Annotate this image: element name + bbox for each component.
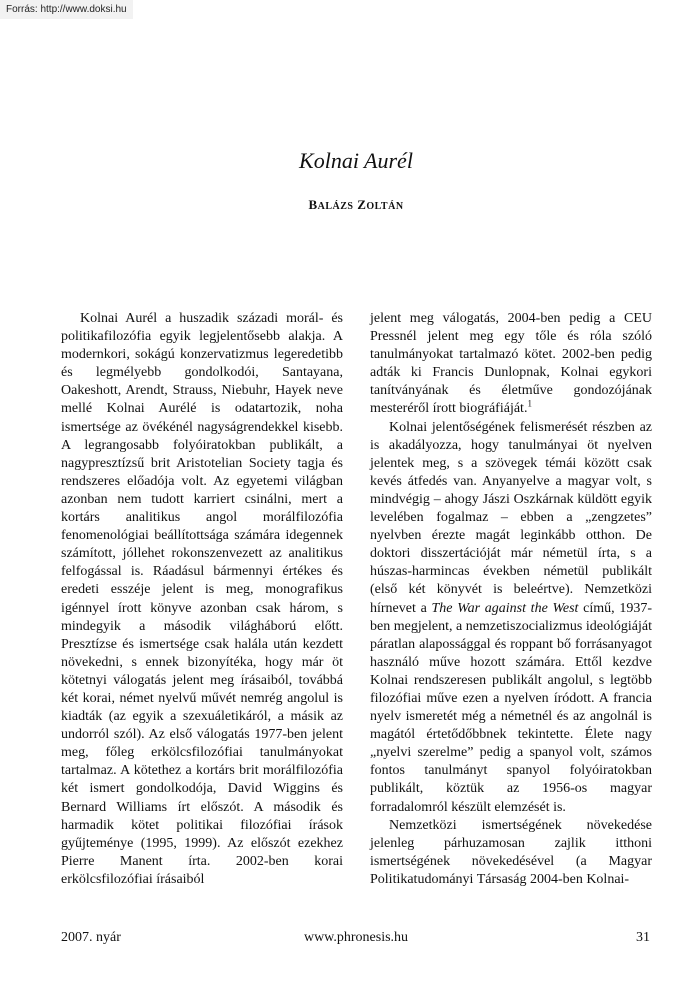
right-column [370,310,652,889]
paragraph [370,419,652,817]
left-column [61,310,343,889]
author-first-rest: ALÁZS [317,201,354,212]
paragraph [370,310,652,419]
footer-page-number: 31 [636,930,650,945]
book-title: The War against the West [431,600,579,616]
footer-website[interactable]: www.phronesis.hu [303,930,409,945]
paragraph: Nemzetközi ismertségének növekedése jelenleg párhuzamosan zajlik itthoni ismertségének növekedésével (a Magyar Politikatudományi Társaság 2004-ben Kolnai- [370,817,652,887]
author-last-rest: OLTÁN [366,201,404,212]
paragraph-text: című, 1937-ben megjelent, a nemzetiszocializmus ideológiáját páratlan alapossággal és roppant bő forrásanyagot használó műve hozott számára. Ettől kezdve Kolnai rendszeresen publikált angolul, s legtöbb filozófiai műve ezen a nyelven íródott. A francia nyelv ismeretét még a németnél és az angolnál is magától értetődőbbnek tekintette. Élete nagy „nyelvi szerelme” pedig a spanyol volt, számos fontos tanulmányt spanyol folyóiratokban publikált, köztük az 1956-os magyar forradalomról készült elemzését is. [370,600,652,815]
paragraph: Kolnai Aurél a huszadik századi morál- és politikafilozófia egyik legjelentősebb alakja. A modernkori, sokágú konzervatizmus legeredetibb és legmélyebb gondolkodói, Santayana, Oakeshott, Arendt, Strauss, Niebuhr, Hayek neve mellé Kolnai Aurélé is odatartozik, noha ismertsége az övékénél nagyságrendekkel kisebb. A legrangosabb folyóiratokban publikált, a nagypresztízsű brit Aristotelian Society tagja és rendszeres előadója volt. Az egyetemi világban azonban nem tudott karriert csinálni, mert a kortárs analitikus angol morálfilozófia fenomenológiai beállítottsága számára idegennek számított, jóllehet rokonszenvezett az analitikus felfogással is. Ráadásul bármennyi értékes és eredeti esszéje jelent is meg, monografikus igénnyel írott könyve azonban csak három, s mindegyik a második világháború előtt. Presztízse és ismertsége csak halála után kezdett növekedni, s ennek bizonyítéka, hogy már öt kötetnyi válogatás jelent meg írásaiból, továbbá két korai, német nyelvű művét nemrég angolul is kiadták (az egyik a szexuáletikáról, a másik az undorról szól). Az első válogatás 1977-ben jelent meg, főleg erkölcsfilozófiai tanulmányokat tartalmaz. A kötethez a kortárs brit morálfilozófia két ismert gondolkodója, David Wiggins és Bernard Williams írt előszót. A második és harmadik kötet politikai filozófiai írások gyűjteménye (1995, 1999). Az előszót ezekhez Pierre Manent írta. 2002-ben korai erkölcsfilozófiai írásaiból [61,311,343,887]
footer-issue: 2007. nyár [61,930,121,945]
source-label: Forrás: http://www.doksi.hu [0,0,133,19]
article-author [0,197,694,213]
footnote-reference[interactable]: 1 [527,398,532,409]
article-title: Kolnai Aurél [299,148,413,173]
author-last-initial: Z [357,197,367,212]
paragraph-text: Kolnai jelentőségének felismerését részben az is akadályozza, hogy tanulmányai öt nyelven jelentek meg, s a szövegek témái között csak kevés átfedés van. Anyanyelve a magyar volt, s mindvégig – ahogy Jászi Oszkárnak küldött egyik levelében fogalmaz – ebben a „zengzetes” nyelvben érezte magát leginkább otthon. De doktori disszertációját már németül írta, s a húszas-harmincas években németül publikált (első két könyvét is beleértve). Nemzetközi hírnevet a [370,419,652,616]
author-first-initial: B [308,197,318,212]
paragraph-text: jelent meg válogatás, 2004-ben pedig a CEU Pressnél jelent meg egy tőle és róla szóló tanulmányokat tartalmazó kötet. 2002-ben pedig adták ki Francis Dunlopnak, Kolnai egykori tanítványának és életműve gondozójának mesteréről írott biográfiáját. [370,311,652,417]
